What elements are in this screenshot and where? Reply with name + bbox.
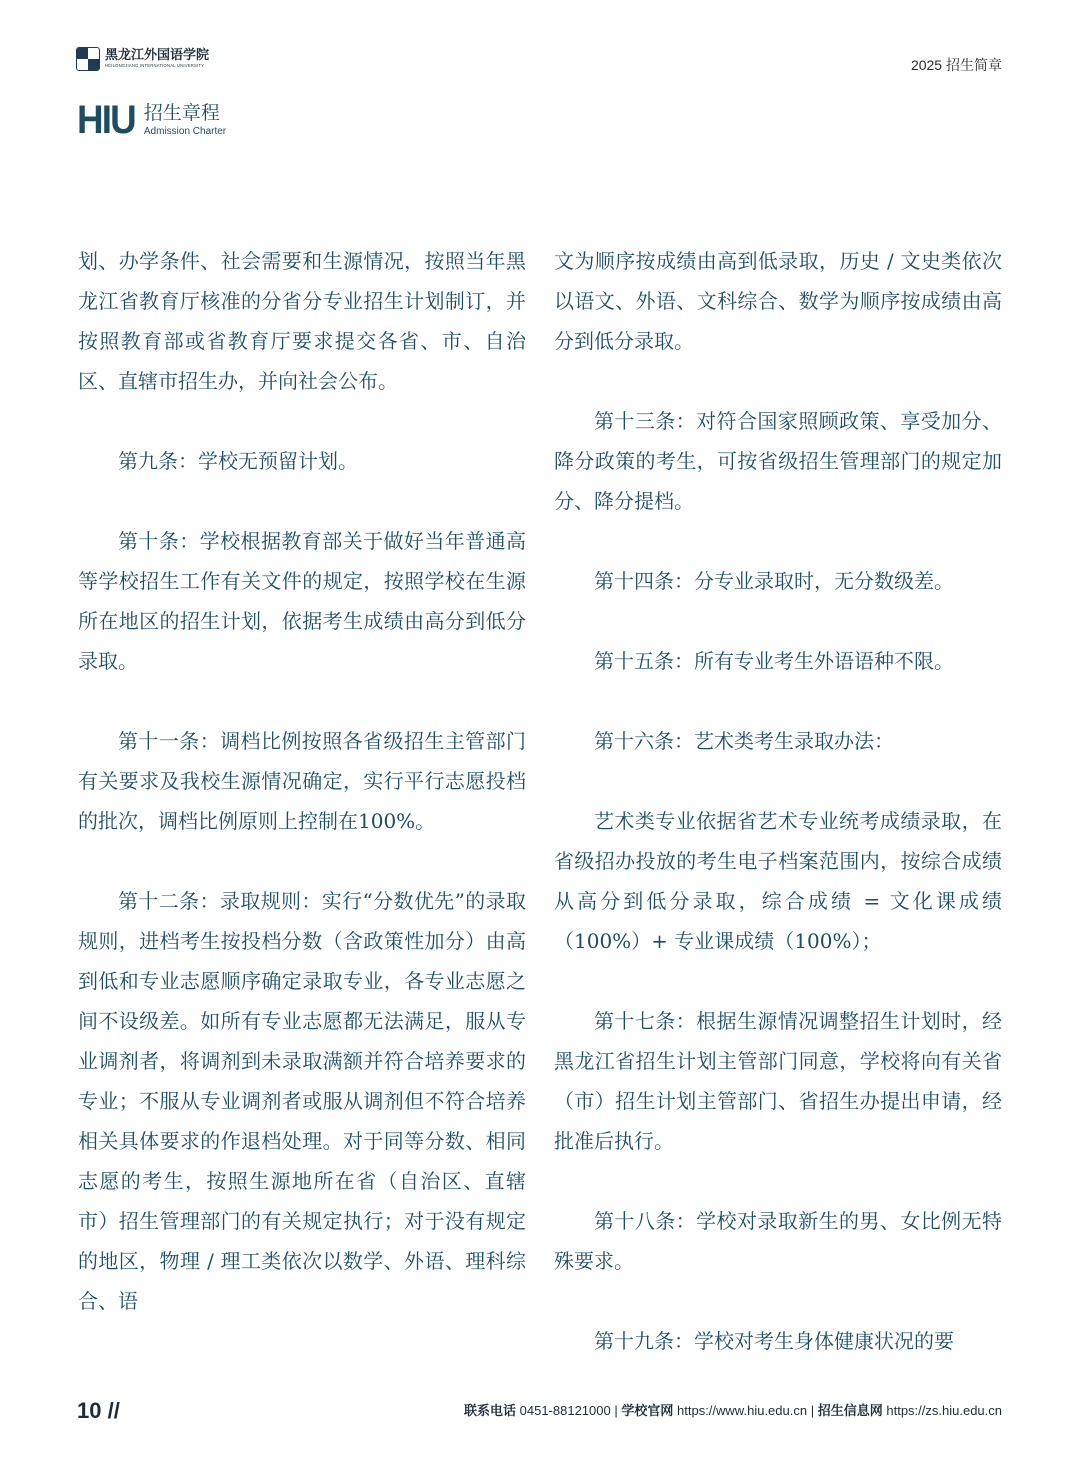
document-title: 2025 招生简章 (910, 57, 1002, 73)
university-name-cn: 黑龙江外国语学院 (105, 48, 210, 64)
right-paragraph: 第十七条：根据生源情况调整招生计划时，经黑龙江省招生计划主管部门同意，学校将向有关省（市）招生计划主管部门、省招生办提出申请，经批准后执行。 (554, 1009, 1002, 1153)
right-text-column (554, 241, 1002, 1361)
section-header (77, 100, 226, 140)
site-label: 学校官网 (621, 1403, 674, 1418)
section-title-cn: 招生章程 (143, 102, 220, 125)
right-paragraph: 艺术类专业依据省艺术专业统考成绩录取，在省级招办投放的考生电子档案范围内，按综合成绩从高分到低分录取，综合成绩 = 文化课成绩（100%）+ 专业课成绩（100%）； (554, 809, 1002, 953)
left-paragraph: 第十一条：调档比例按照各省级招生主管部门有关要求及我校生源情况确定，实行平行志愿投档的批次，调档比例原则上控制在100%。 (78, 729, 526, 833)
hiu-brand-mark: HIU (77, 98, 135, 142)
info-url[interactable]: https://zs.hiu.edu.cn (886, 1403, 1002, 1418)
left-paragraph: 第九条：学校无预留计划。 (118, 449, 358, 473)
paragraph-gap (554, 361, 1002, 401)
paragraph-gap (554, 761, 1002, 801)
paragraph-gap (554, 521, 1002, 561)
separator: | (810, 1403, 815, 1418)
right-paragraph: 第十三条：对符合国家照顾政策、享受加分、降分政策的考生，可按省级招生管理部门的规定加分、降分提档。 (554, 409, 1002, 513)
paragraph-gap (554, 961, 1002, 1001)
right-paragraph: 第十四条：分专业录取时，无分数级差。 (594, 569, 954, 593)
info-label: 招生信息网 (817, 1403, 883, 1418)
footer-contact (464, 1400, 1002, 1419)
right-paragraph: 第十八条：学校对录取新生的男、女比例无特殊要求。 (554, 1209, 1002, 1273)
phone-number: 0451-88121000 (519, 1403, 611, 1418)
left-paragraph: 划、办学条件、社会需要和生源情况，按照当年黑龙江省教育厅核准的分省分专业招生计划制订，并按照教育部或省教育厅要求提交各省、市、自治区、直辖市招生办，并向社会公布。 (78, 249, 526, 393)
page-number: 10 // (77, 1398, 120, 1423)
site-url[interactable]: https://www.hiu.edu.cn (677, 1403, 808, 1418)
paragraph-gap (78, 401, 526, 441)
university-name-en: HEILONGJIANG INTERNATIONAL UNIVERSITY (105, 63, 205, 69)
paragraph-gap (554, 1281, 1002, 1321)
university-crest-icon (76, 47, 100, 71)
phone-label: 联系电话 (464, 1403, 517, 1418)
university-logo (76, 46, 236, 72)
right-paragraph: 第十五条：所有专业考生外语语种不限。 (594, 649, 954, 673)
paragraph-gap (78, 841, 526, 881)
left-paragraph: 第十二条：录取规则：实行“分数优先”的录取规则，进档考生按投档分数（含政策性加分）由高到低和专业志愿顺序确定录取专业，各专业志愿之间不设级差。如所有专业志愿都无法满足，服从专业调剂者，将调剂到未录取满额并符合培养要求的专业；不服从专业调剂者或服从调剂但不符合培养相关具体要求的作退档处理。对于同等分数、相同志愿的考生，按照生源地所在省（自治区、直辖市）招生管理部门的有关规定执行；对于没有规定的地区，物理 / 理工类依次以数学、外语、理科综合、语 (78, 889, 526, 1313)
left-text-column (78, 241, 526, 1321)
right-paragraph: 第十九条：学校对考生身体健康状况的要 (594, 1329, 954, 1353)
paragraph-gap (78, 481, 526, 521)
paragraph-gap (78, 681, 526, 721)
separator: | (614, 1403, 618, 1418)
paragraph-gap (554, 1161, 1002, 1201)
right-paragraph: 文为顺序按成绩由高到低录取，历史 / 文史类依次以语文、外语、文科综合、数学为顺序按成绩由高分到低分录取。 (554, 249, 1002, 353)
section-title-en: Admission Charter (143, 125, 227, 137)
paragraph-gap (554, 681, 1002, 721)
paragraph-gap (554, 601, 1002, 641)
left-paragraph: 第十条：学校根据教育部关于做好当年普通高等学校招生工作有关文件的规定，按照学校在生源所在地区的招生计划，依据考生成绩由高分到低分录取。 (78, 529, 526, 673)
right-paragraph: 第十六条：艺术类考生录取办法： (594, 729, 894, 753)
